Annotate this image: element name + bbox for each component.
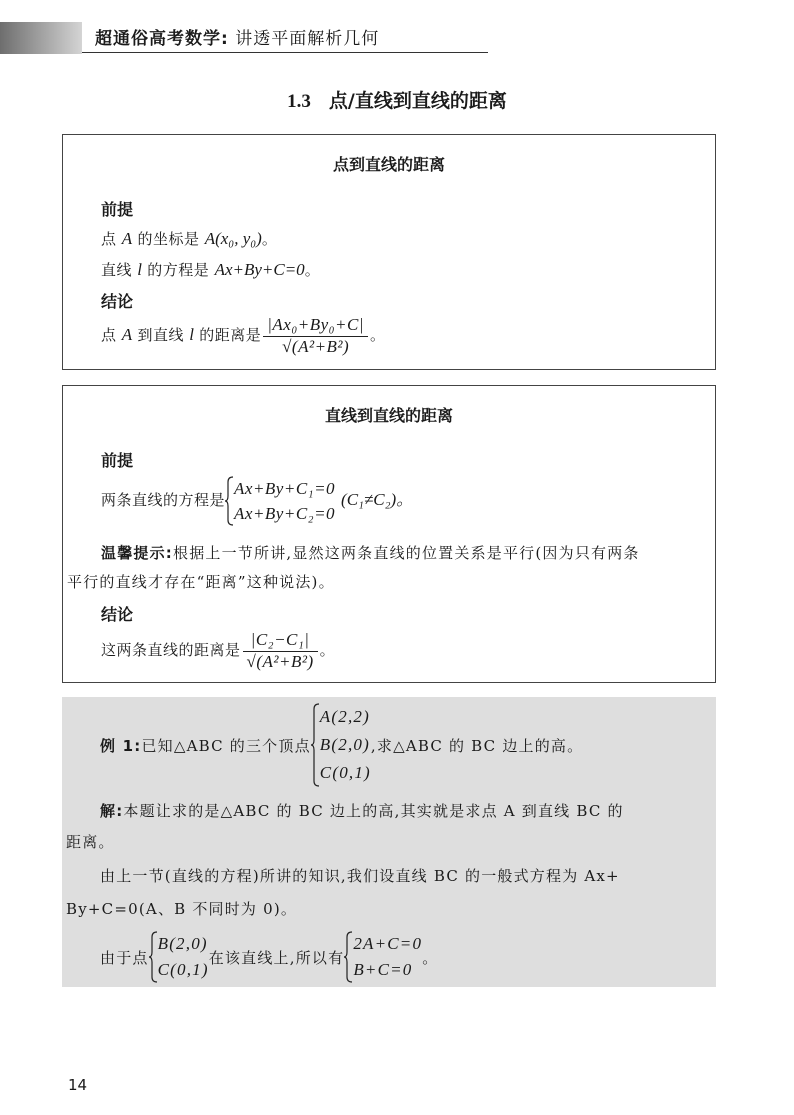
text: ,求△ABC 的 BC 边上的高。 xyxy=(370,736,584,755)
math: A(x₀, y₀) xyxy=(204,229,262,248)
point-b: B(2,0) xyxy=(157,934,208,953)
distance-fraction xyxy=(263,315,368,357)
box1-premise-line1 xyxy=(101,228,277,249)
math: A xyxy=(121,229,133,248)
math: l xyxy=(189,325,194,344)
example-label: 例 1: xyxy=(100,736,142,755)
result-system xyxy=(344,931,422,983)
example-question xyxy=(100,703,583,787)
math: l xyxy=(137,260,143,279)
box1-premise-label: 前提 xyxy=(101,200,134,219)
box1-title: 点到直线的距离 xyxy=(332,155,445,174)
left-brace-icon xyxy=(149,931,158,983)
solution-line2: 距离。 xyxy=(66,833,115,851)
page-number: 14 xyxy=(68,1076,88,1094)
vertex-c: C(0,1) xyxy=(319,763,371,782)
tip-line2 xyxy=(67,571,335,592)
text: 。 xyxy=(370,326,386,344)
condition: (C₁≠C₂)。 xyxy=(341,490,414,509)
text: 直线 xyxy=(101,261,138,279)
text: 由于点 xyxy=(100,948,149,967)
solution-para3 xyxy=(100,931,438,983)
vertex-system xyxy=(311,703,371,787)
tip-line1 xyxy=(101,542,640,563)
header-band xyxy=(0,22,82,54)
box1-conclusion-label: 结论 xyxy=(101,292,134,311)
text: 两条直线的方程是 xyxy=(101,491,226,509)
math: Ax+By+C=0 xyxy=(214,260,305,279)
fraction-denominator: √(A²+B²) xyxy=(282,337,350,356)
distance-fraction xyxy=(243,630,318,672)
text: 本题让求的是△ABC 的 BC 边上的高,其实就是求点 A 到直线 BC 的 xyxy=(123,802,624,820)
header-rule xyxy=(82,52,488,53)
box2-conclusion-line xyxy=(101,630,335,672)
vertex-a: A(2,2) xyxy=(319,707,370,726)
example-1-block xyxy=(62,697,716,987)
text: 的方程是 xyxy=(142,261,215,279)
box1-premise-line2 xyxy=(101,259,320,280)
equation-1: Ax+By+C₁=0 xyxy=(234,479,336,498)
equation-2: Ax+By+C₂=0 xyxy=(234,504,336,523)
box1-conclusion-line xyxy=(101,315,386,357)
point-to-line-box xyxy=(62,134,716,370)
equation-2: B+C=0 xyxy=(353,960,413,979)
text: 在该直线上,所以有 xyxy=(208,948,345,967)
equation-1: 2A+C=0 xyxy=(353,934,423,953)
text: 。 xyxy=(422,948,439,967)
section-title xyxy=(0,86,794,113)
math: A xyxy=(121,325,133,344)
points-system xyxy=(149,931,209,983)
fraction-numerator: |Ax₀+By₀+C| xyxy=(263,315,368,337)
text: 点 xyxy=(101,326,122,344)
header-title-bold: 超通俗高考数学: xyxy=(95,29,229,49)
text: 平行的直线才存在“距离”这种说法)。 xyxy=(67,573,335,591)
vertex-b: B(2,0) xyxy=(319,735,370,754)
line-to-line-box xyxy=(62,385,716,683)
left-brace-icon xyxy=(344,931,353,983)
tip-label: 温馨提示: xyxy=(101,544,173,562)
box2-premise-label: 前提 xyxy=(101,451,134,470)
solution-para2-line2: By+C=0(A、B 不同时为 0)。 xyxy=(66,900,298,918)
text: 的坐标是 xyxy=(132,230,205,248)
text: 到直线 xyxy=(132,326,190,344)
text: 。 xyxy=(319,641,336,659)
fraction-denominator: √(A²+B²) xyxy=(246,652,314,671)
text: 已知△ABC 的三个顶点 xyxy=(141,736,311,755)
header-title-rest: 讲透平面解析几何 xyxy=(228,29,380,49)
text: 点 xyxy=(101,230,122,248)
running-header xyxy=(95,24,379,49)
text: 这两条直线的距离是 xyxy=(101,641,241,659)
equation-system xyxy=(225,476,335,526)
text: 。 xyxy=(261,230,278,248)
solution-line1 xyxy=(100,800,624,821)
solution-label: 解: xyxy=(100,802,124,820)
box2-premise-line xyxy=(101,476,413,526)
fraction-numerator: |C₂−C₁| xyxy=(243,630,318,652)
section-title-text: 点/直线到直线的距离 xyxy=(328,90,507,112)
text: 根据上一节所讲,显然这两条直线的位置关系是平行(因为只有两条 xyxy=(173,544,640,562)
box2-conclusion-label: 结论 xyxy=(101,605,134,624)
point-c: C(0,1) xyxy=(157,960,209,979)
text: 的距离是 xyxy=(193,326,262,344)
section-number: 1.3 xyxy=(287,91,311,112)
left-brace-icon xyxy=(225,476,234,526)
solution-para2-line1: 由上一节(直线的方程)所讲的知识,我们设直线 BC 的一般式方程为 Ax+ xyxy=(100,867,620,885)
left-brace-icon xyxy=(311,703,320,787)
text: 。 xyxy=(304,261,321,279)
box2-title: 直线到直线的距离 xyxy=(324,406,453,425)
